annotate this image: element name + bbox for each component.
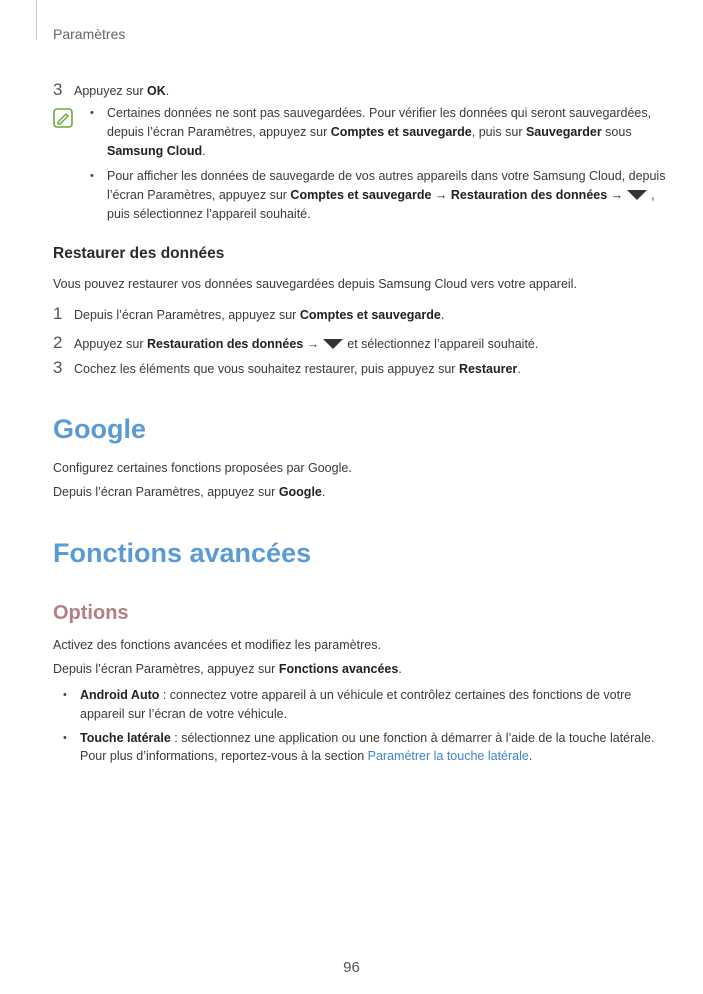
step-number: 1	[53, 304, 63, 323]
header-rule	[36, 0, 37, 40]
paragraph: Configurez certaines fonctions proposées par Google.	[53, 461, 352, 475]
step-text: Appuyez sur OK.	[74, 84, 170, 98]
list-item: Pour plus d’informations, reportez-vous à la section Paramétrer la touche latérale.	[80, 749, 533, 763]
step-number: 2	[53, 333, 63, 352]
step-number: 3	[53, 80, 63, 99]
step-text: Cochez les éléments que vous souhaitez restaurer, puis appuyez sur Restaurer.	[74, 362, 521, 376]
step-number: 3	[53, 358, 63, 377]
cross-reference-link[interactable]: Paramétrer la touche latérale	[367, 749, 529, 763]
note-text: l’écran Paramètres, appuyez sur Comptes et sauvegarde → Restauration des données → ,	[107, 188, 655, 202]
subsection-title: Options	[53, 602, 129, 624]
paragraph: Depuis l’écran Paramètres, appuyez sur Google.	[53, 485, 326, 499]
note-text: depuis l’écran Paramètres, appuyez sur Comptes et sauvegarde, puis sur Sauvegarder sous	[107, 125, 632, 139]
dropdown-triangle-icon	[627, 190, 647, 200]
note-text: puis sélectionnez l’appareil souhaité.	[107, 207, 311, 221]
bullet-icon: •	[63, 689, 67, 701]
page-number: 96	[343, 959, 360, 976]
step-text: Depuis l’écran Paramètres, appuyez sur Comptes et sauvegarde.	[74, 308, 445, 322]
step-text: Appuyez sur Restauration des données → et sélectionnez l’appareil souhaité.	[74, 337, 539, 351]
list-item: Android Auto : connectez votre appareil à un véhicule et contrôlez certaines des fonctions de votre	[80, 688, 632, 702]
list-item: Touche latérale : sélectionnez une application ou une fonction à démarrer à l’aide de la touche latérale.	[80, 731, 655, 745]
note-text: Samsung Cloud.	[107, 144, 206, 158]
section-title: Google	[53, 414, 146, 444]
paragraph: Vous pouvez restaurer vos données sauvegardées depuis Samsung Cloud vers votre appareil.	[53, 277, 577, 291]
section-title: Fonctions avancées	[53, 538, 312, 568]
bullet-icon: •	[63, 732, 67, 744]
note-icon	[53, 108, 73, 128]
note-text: Pour afficher les données de sauvegarde de vos autres appareils dans votre Samsung Cloud, depuis	[107, 169, 666, 183]
running-header: Paramètres	[53, 26, 126, 42]
bullet-icon: •	[90, 170, 94, 182]
paragraph: Depuis l’écran Paramètres, appuyez sur Fonctions avancées.	[53, 662, 402, 676]
list-item: appareil sur l’écran de votre véhicule.	[80, 707, 288, 721]
paragraph: Activez des fonctions avancées et modifiez les paramètres.	[53, 638, 381, 652]
subsection-title: Restaurer des données	[53, 245, 225, 262]
note-text: Certaines données ne sont pas sauvegardées. Pour vérifier les données qui seront sauvegardées,	[107, 106, 652, 120]
bullet-icon: •	[90, 107, 94, 119]
dropdown-triangle-icon	[323, 339, 343, 349]
